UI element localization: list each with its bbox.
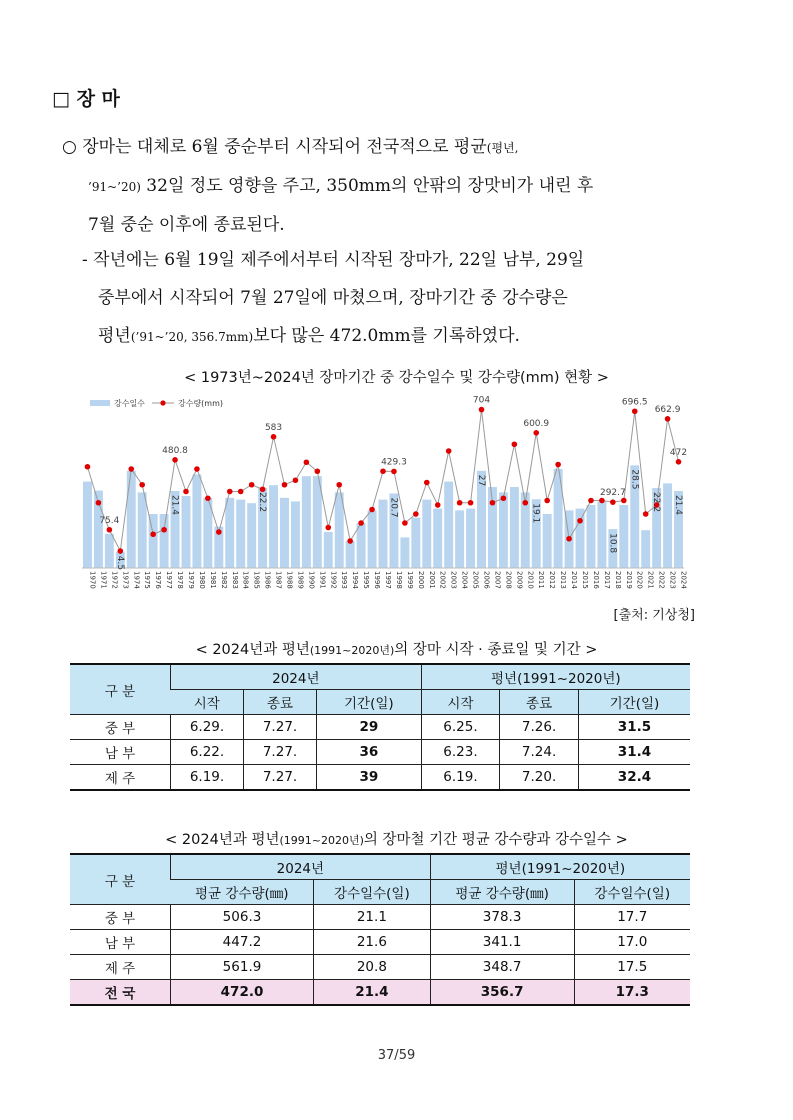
rainfall-point bbox=[632, 408, 638, 414]
bar bbox=[335, 492, 344, 568]
x-tick-label: 2000 bbox=[416, 571, 425, 589]
rainfall-point bbox=[325, 525, 331, 531]
table-row bbox=[70, 930, 690, 955]
rainfall-point bbox=[139, 482, 145, 488]
rainfall-point bbox=[271, 434, 277, 440]
bar-data-label: 4.5 bbox=[114, 555, 125, 571]
x-tick-label: 2024 bbox=[679, 571, 688, 589]
x-tick-label: 1973 bbox=[121, 571, 130, 589]
rainfall-point bbox=[522, 500, 528, 506]
header-period-2024: 기간(일) bbox=[317, 690, 422, 715]
rainfall-days-table bbox=[70, 853, 690, 1006]
bar bbox=[576, 509, 585, 568]
days-cell: 17.0 bbox=[574, 930, 690, 955]
days-cell: 21.1 bbox=[314, 905, 431, 930]
x-tick-label: 1982 bbox=[219, 571, 228, 589]
x-tick-label: 1980 bbox=[197, 571, 206, 589]
header-days-2024: 강수일수(일) bbox=[314, 880, 431, 905]
region-cell: 제 주 bbox=[70, 765, 171, 791]
header-normal: 평년(1991~2020년) bbox=[430, 854, 690, 880]
region-cell: 남 부 bbox=[70, 930, 171, 955]
header-start-normal: 시작 bbox=[421, 690, 500, 715]
rainfall-point bbox=[380, 468, 386, 474]
bar bbox=[247, 503, 256, 568]
rainfall-point bbox=[457, 500, 463, 506]
rainfall-point bbox=[424, 480, 430, 486]
line-data-label: 600.9 bbox=[523, 418, 550, 429]
rainfall-point bbox=[676, 459, 682, 465]
x-tick-label: 1985 bbox=[252, 571, 261, 589]
bar bbox=[324, 532, 333, 568]
intro-line-1: ○ 장마는 대체로 6월 중순부터 시작되어 전국적으로 평균(평년, bbox=[62, 137, 519, 157]
source-note: [출처: 기상청] bbox=[613, 608, 695, 623]
x-tick-label: 1981 bbox=[208, 571, 217, 589]
section-title: □ 장 마 bbox=[52, 88, 120, 110]
rainfall-point bbox=[172, 457, 178, 463]
intro-line-2: ’91~’20) 32일 정도 영향을 주고, 350mm의 안팎의 장맛비가 내린 후 bbox=[88, 176, 594, 196]
rainfall-point bbox=[96, 500, 102, 506]
intro-paragraph bbox=[62, 128, 702, 244]
x-tick-label: 2013 bbox=[559, 571, 568, 589]
bar-data-label: 20.7 bbox=[388, 497, 399, 518]
x-tick-label: 2004 bbox=[460, 571, 469, 589]
bar bbox=[510, 487, 519, 568]
end-cell: 7.26. bbox=[500, 715, 579, 740]
bar bbox=[444, 482, 453, 568]
start-cell: 6.22. bbox=[171, 740, 244, 765]
bar-data-label: 22.2 bbox=[651, 492, 662, 513]
bar bbox=[455, 510, 464, 568]
bar bbox=[269, 485, 278, 568]
start-cell: 6.23. bbox=[421, 740, 500, 765]
region-cell: 전 국 bbox=[70, 980, 171, 1006]
x-tick-label: 1984 bbox=[241, 571, 250, 589]
bar bbox=[411, 518, 420, 568]
x-tick-label: 2011 bbox=[537, 571, 546, 589]
bar bbox=[182, 496, 191, 568]
x-tick-label: 2018 bbox=[613, 571, 622, 589]
bar bbox=[291, 501, 300, 568]
header-normal: 평년(1991~2020년) bbox=[421, 664, 690, 690]
legend-line-label: 강수량(mm) bbox=[178, 399, 224, 408]
x-tick-label: 2016 bbox=[591, 571, 600, 589]
line-data-label: 480.8 bbox=[162, 445, 188, 456]
line-data-label: 292.7 bbox=[599, 488, 626, 499]
x-tick-label: 1972 bbox=[110, 571, 119, 589]
x-tick-label: 2023 bbox=[668, 571, 677, 589]
detail-paragraph bbox=[82, 241, 722, 356]
rainfall-point bbox=[577, 518, 583, 524]
bar bbox=[346, 541, 355, 568]
rainfall-point bbox=[479, 407, 485, 413]
line-data-label: 696.5 bbox=[621, 397, 648, 408]
x-tick-label: 2020 bbox=[635, 571, 644, 589]
rain-cell: 447.2 bbox=[171, 930, 314, 955]
bar bbox=[422, 500, 431, 568]
page-number: 37/59 bbox=[377, 1048, 416, 1063]
rainfall-point bbox=[216, 529, 222, 535]
rain-cell: 356.7 bbox=[430, 980, 574, 1006]
chart-caption: < 1973년~2024년 장마기간 중 강수일수 및 강수량(mm) 현황 > bbox=[184, 370, 609, 386]
rainfall-point bbox=[150, 531, 156, 537]
rainfall-point bbox=[599, 498, 605, 504]
header-rain-2024: 평균 강수량(㎜) bbox=[171, 880, 314, 905]
rainfall-point bbox=[610, 499, 616, 505]
header-gubun: 구 분 bbox=[70, 854, 171, 905]
rainfall-point bbox=[512, 441, 518, 447]
rainfall-point bbox=[413, 511, 419, 517]
legend-bar-label: 강수일수 bbox=[114, 399, 145, 408]
rain-cell: 472.0 bbox=[171, 980, 314, 1006]
rain-cell: 561.9 bbox=[171, 955, 314, 980]
end-cell: 7.27. bbox=[244, 740, 317, 765]
x-tick-label: 1992 bbox=[329, 571, 338, 589]
legend-line-marker bbox=[160, 400, 165, 405]
x-tick-label: 1970 bbox=[88, 571, 97, 589]
x-tick-label: 1995 bbox=[362, 571, 371, 589]
bar bbox=[160, 514, 169, 568]
bar bbox=[225, 498, 234, 568]
rainfall-point bbox=[118, 548, 124, 554]
rainfall-point bbox=[205, 495, 211, 501]
x-tick-label: 1971 bbox=[99, 571, 108, 589]
period-cell: 29 bbox=[317, 715, 422, 740]
table2-caption: < 2024년과 평년(1991~2020년)의 장마철 기간 평균 강수량과 강수일수 > bbox=[165, 832, 628, 848]
table-row bbox=[70, 715, 690, 740]
rainfall-point bbox=[501, 495, 507, 501]
rainfall-point bbox=[621, 498, 627, 504]
x-tick-label: 1983 bbox=[230, 571, 239, 589]
x-tick-label: 1988 bbox=[285, 571, 294, 589]
x-tick-label: 2019 bbox=[624, 571, 633, 589]
days-cell: 20.8 bbox=[314, 955, 431, 980]
x-tick-label: 2005 bbox=[471, 571, 480, 589]
bar-data-label: 27 bbox=[476, 474, 487, 487]
rainfall-point bbox=[293, 477, 299, 483]
table-row bbox=[70, 905, 690, 930]
rain-cell: 506.3 bbox=[171, 905, 314, 930]
rainfall-point bbox=[282, 482, 288, 488]
bar-data-label: 10.8 bbox=[607, 533, 618, 554]
rainfall-point bbox=[588, 498, 594, 504]
x-tick-label: 1996 bbox=[373, 571, 382, 589]
bar-data-label: 21.4 bbox=[673, 494, 684, 516]
bar bbox=[433, 509, 442, 568]
start-cell: 6.19. bbox=[171, 765, 244, 791]
end-cell: 7.20. bbox=[500, 765, 579, 791]
rainfall-point bbox=[304, 459, 310, 465]
header-end-normal: 종료 bbox=[500, 690, 579, 715]
line-data-label: 429.3 bbox=[381, 457, 407, 468]
region-cell: 중 부 bbox=[70, 905, 171, 930]
x-tick-label: 2007 bbox=[493, 571, 502, 589]
rainfall-point bbox=[435, 502, 441, 508]
rainfall-point bbox=[490, 500, 496, 506]
bar bbox=[586, 505, 595, 568]
x-tick-label: 1986 bbox=[263, 571, 272, 589]
bar bbox=[663, 483, 672, 568]
bar bbox=[619, 505, 628, 568]
rainfall-point bbox=[555, 462, 561, 468]
bar-data-label: 22.2 bbox=[257, 492, 268, 513]
header-start-2024: 시작 bbox=[171, 690, 244, 715]
x-tick-label: 2022 bbox=[657, 571, 666, 589]
rain-cell: 348.7 bbox=[430, 955, 574, 980]
bar-data-label: 19.1 bbox=[530, 503, 541, 524]
period-cell: 31.4 bbox=[578, 740, 690, 765]
x-tick-label: 1991 bbox=[318, 571, 327, 589]
rainfall-point bbox=[369, 507, 375, 513]
days-cell: 21.6 bbox=[314, 930, 431, 955]
bar bbox=[543, 514, 552, 568]
x-tick-label: 1993 bbox=[340, 571, 349, 589]
x-tick-label: 2014 bbox=[570, 571, 579, 589]
x-tick-label: 2001 bbox=[427, 571, 436, 589]
rain-cell: 378.3 bbox=[430, 905, 574, 930]
detail-line-2: 중부에서 시작되어 7월 27일에 마쳤으며, 장마기간 중 강수량은 bbox=[98, 288, 568, 308]
rainfall-point bbox=[446, 448, 452, 454]
x-tick-label: 2012 bbox=[548, 571, 557, 589]
end-cell: 7.27. bbox=[244, 765, 317, 791]
x-tick-label: 1990 bbox=[307, 571, 316, 589]
x-tick-label: 1979 bbox=[186, 571, 195, 589]
bar bbox=[83, 482, 92, 568]
rainfall-point bbox=[391, 469, 397, 475]
rainfall-point bbox=[128, 466, 134, 472]
rainfall-point bbox=[315, 468, 321, 474]
x-tick-label: 1977 bbox=[165, 571, 174, 589]
bar bbox=[379, 500, 388, 568]
legend-bar-swatch bbox=[90, 400, 110, 406]
line-data-label: 704 bbox=[472, 395, 491, 406]
bar-data-label: 28.5 bbox=[629, 469, 640, 490]
x-tick-label: 1974 bbox=[132, 571, 141, 589]
total-row bbox=[70, 980, 690, 1006]
line-data-label: 472 bbox=[669, 447, 688, 458]
end-cell: 7.24. bbox=[500, 740, 579, 765]
start-cell: 6.29. bbox=[171, 715, 244, 740]
header-end-2024: 종료 bbox=[244, 690, 317, 715]
bar bbox=[641, 530, 650, 568]
header-gubun: 구 분 bbox=[70, 664, 171, 715]
x-tick-label: 2003 bbox=[449, 571, 458, 589]
line-data-label: 662.9 bbox=[654, 404, 681, 415]
x-tick-label: 2006 bbox=[482, 571, 491, 589]
rainfall-point bbox=[85, 464, 91, 470]
detail-line-1: - 작년에는 6월 19일 제주에서부터 시작된 장마가, 22일 남부, 29일 bbox=[82, 250, 585, 270]
rainfall-point bbox=[544, 498, 550, 504]
table1-caption: < 2024년과 평년(1991~2020년)의 장마 시작 · 종료일 및 기간 > bbox=[195, 642, 598, 658]
rainfall-point bbox=[533, 430, 539, 436]
days-cell: 21.4 bbox=[314, 980, 431, 1006]
x-tick-label: 1998 bbox=[394, 571, 403, 589]
bar bbox=[280, 498, 289, 568]
x-tick-label: 2008 bbox=[504, 571, 513, 589]
line-data-label: 583 bbox=[264, 422, 283, 433]
rainfall-point bbox=[566, 536, 572, 542]
days-cell: 17.3 bbox=[574, 980, 690, 1006]
bar bbox=[400, 537, 409, 568]
bar bbox=[368, 510, 377, 568]
x-tick-label: 1989 bbox=[296, 571, 305, 589]
rainfall-point bbox=[238, 489, 244, 495]
header-2024: 2024년 bbox=[171, 854, 431, 880]
x-tick-label: 2017 bbox=[602, 571, 611, 589]
x-tick-label: 2009 bbox=[515, 571, 524, 589]
x-tick-label: 2015 bbox=[581, 571, 590, 589]
region-cell: 남 부 bbox=[70, 740, 171, 765]
bar bbox=[357, 523, 366, 568]
rainfall-point bbox=[347, 538, 353, 544]
bar bbox=[466, 509, 475, 568]
rainfall-point bbox=[402, 520, 408, 526]
x-tick-label: 1999 bbox=[405, 571, 414, 589]
table-row bbox=[70, 740, 690, 765]
period-cell: 31.5 bbox=[578, 715, 690, 740]
bar bbox=[597, 501, 606, 568]
rainfall-point bbox=[227, 489, 233, 495]
bar bbox=[192, 474, 201, 568]
detail-line-3: 평년(’91~’20, 356.7mm)보다 많은 472.0mm를 기록하였다. bbox=[98, 326, 520, 346]
x-tick-label: 1997 bbox=[384, 571, 392, 589]
x-tick-label: 1994 bbox=[351, 571, 360, 589]
start-cell: 6.19. bbox=[421, 765, 500, 791]
rainfall-point bbox=[249, 482, 255, 488]
bar bbox=[105, 534, 114, 568]
region-cell: 제 주 bbox=[70, 955, 171, 980]
rainfall-chart bbox=[78, 388, 688, 598]
rainfall-point bbox=[161, 527, 167, 533]
rainfall-point bbox=[643, 511, 649, 517]
x-tick-label: 2010 bbox=[526, 571, 535, 589]
days-cell: 17.5 bbox=[574, 955, 690, 980]
rain-cell: 341.1 bbox=[430, 930, 574, 955]
x-tick-label: 1975 bbox=[143, 571, 152, 589]
rainfall-point bbox=[194, 466, 200, 472]
rainfall-point bbox=[468, 500, 474, 506]
bar bbox=[499, 492, 508, 568]
table-row bbox=[70, 955, 690, 980]
table-row bbox=[70, 765, 690, 791]
period-cell: 32.4 bbox=[578, 765, 690, 791]
onset-end-table bbox=[70, 663, 690, 791]
x-tick-label: 1987 bbox=[274, 571, 283, 589]
rainfall-point bbox=[107, 527, 113, 533]
x-tick-label: 2002 bbox=[438, 571, 447, 589]
period-cell: 36 bbox=[317, 740, 422, 765]
bar bbox=[138, 492, 147, 568]
bar bbox=[302, 476, 311, 568]
region-cell: 중 부 bbox=[70, 715, 171, 740]
line-data-label: 75.4 bbox=[99, 515, 120, 526]
bar bbox=[313, 476, 322, 568]
x-tick-label: 2021 bbox=[646, 571, 655, 589]
x-tick-label: 1976 bbox=[154, 571, 163, 589]
end-cell: 7.27. bbox=[244, 715, 317, 740]
header-days-normal: 강수일수(일) bbox=[574, 880, 690, 905]
rainfall-point bbox=[336, 482, 342, 488]
intro-line-3: 7월 중순 이후에 종료된다. bbox=[88, 215, 285, 235]
period-cell: 39 bbox=[317, 765, 422, 791]
header-2024: 2024년 bbox=[171, 664, 422, 690]
rainfall-point bbox=[665, 416, 671, 422]
days-cell: 17.7 bbox=[574, 905, 690, 930]
header-period-normal: 기간(일) bbox=[578, 690, 690, 715]
bar-data-label: 21.4 bbox=[169, 494, 180, 516]
bar bbox=[236, 500, 245, 568]
bar bbox=[127, 471, 136, 568]
start-cell: 6.25. bbox=[421, 715, 500, 740]
rainfall-point bbox=[183, 489, 189, 495]
rainfall-point bbox=[358, 520, 364, 526]
x-tick-label: 1978 bbox=[176, 571, 185, 589]
header-rain-normal: 평균 강수량(㎜) bbox=[430, 880, 574, 905]
